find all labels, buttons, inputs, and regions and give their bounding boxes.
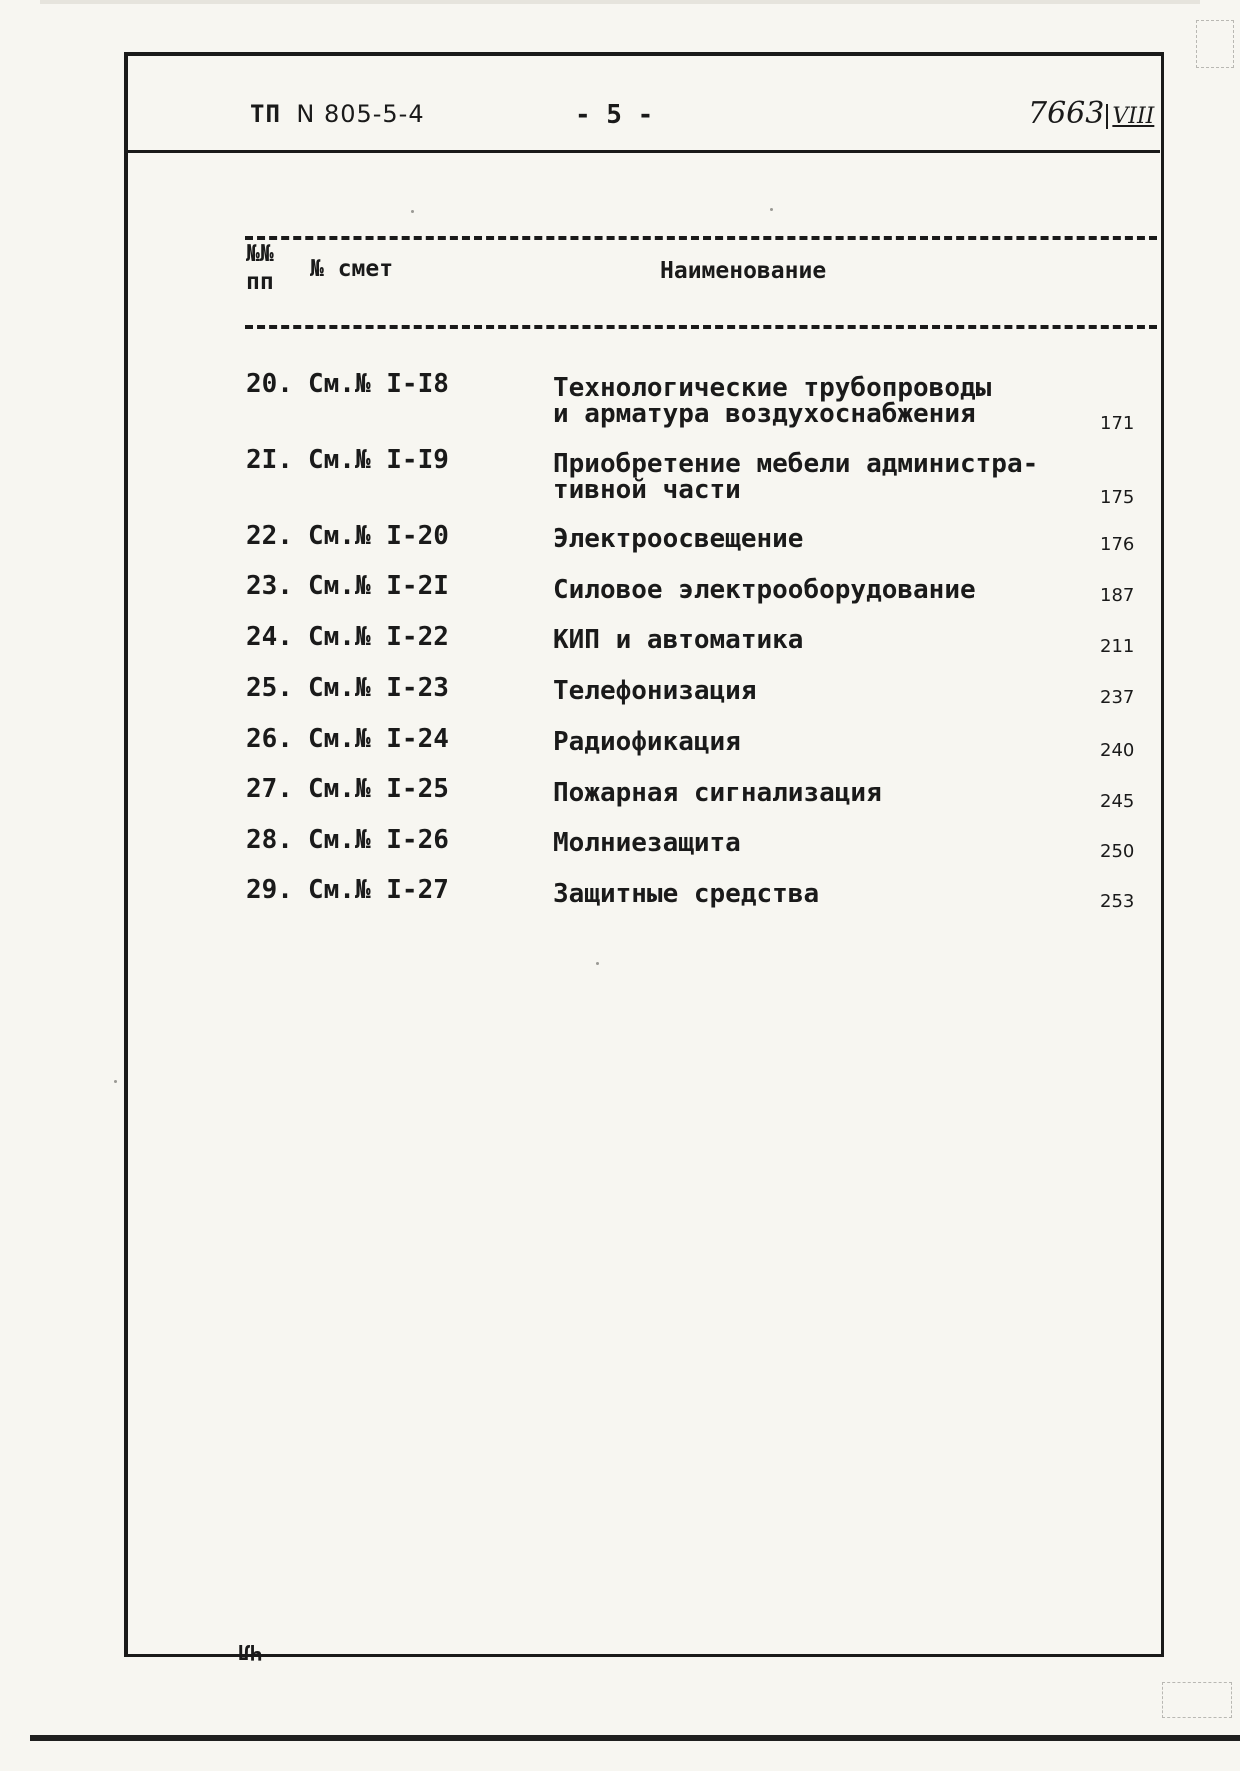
row-page: 187	[1100, 585, 1135, 606]
row-name: Электроосвещение	[553, 524, 804, 554]
archive-number: 7663	[1028, 96, 1105, 131]
row-estimate: См.№ I-22	[308, 622, 449, 652]
row-estimate: См.№ I-20	[308, 521, 449, 551]
row-estimate: См.№ I-2I	[308, 571, 449, 601]
row-name: Молниезащита	[553, 828, 741, 858]
scan-speck	[596, 962, 599, 965]
document-code	[250, 100, 425, 128]
row-estimate: См.№ I-I8	[308, 369, 449, 399]
row-name: Защитные средства	[553, 879, 820, 909]
row-name: Технологические трубопроводы и арматура воздухоснабжения	[553, 373, 992, 429]
corner-stamp-bottom	[1162, 1682, 1232, 1718]
row-number: 22.	[246, 521, 293, 551]
row-page: 176	[1100, 534, 1135, 555]
row-page: 211	[1100, 636, 1135, 657]
scan-edge-bottom	[30, 1735, 1240, 1741]
row-estimate: См.№ I-I9	[308, 445, 449, 475]
row-number: 24.	[246, 622, 293, 652]
row-number: 27.	[246, 774, 293, 804]
table-top-rule	[245, 236, 1157, 240]
row-name: Пожарная сигнализация	[553, 778, 882, 808]
corner-stamp-top	[1196, 20, 1234, 68]
row-estimate: См.№ I-26	[308, 825, 449, 855]
column-header-number: №№ пп	[246, 241, 274, 295]
row-name: Силовое электрооборудование	[553, 575, 976, 605]
row-page: 245	[1100, 791, 1135, 812]
row-page: 250	[1100, 841, 1135, 862]
row-page: 175	[1100, 487, 1135, 508]
doc-number: N 805-5-4	[296, 100, 425, 128]
row-page: 253	[1100, 891, 1135, 912]
row-estimate: См.№ I-24	[308, 724, 449, 754]
table-header-rule	[245, 325, 1157, 329]
row-name: Приобретение мебели администра- тивной части	[553, 449, 1039, 505]
row-number: 28.	[246, 825, 293, 855]
doc-prefix: ТП	[250, 100, 281, 128]
row-estimate: См.№ I-27	[308, 875, 449, 905]
volume-number: VIII	[1106, 104, 1154, 129]
scan-speck	[770, 208, 773, 211]
column-header-name: Наименование	[660, 258, 827, 284]
row-number: 26.	[246, 724, 293, 754]
row-page: 237	[1100, 687, 1135, 708]
row-number: 2I.	[246, 445, 293, 475]
row-estimate: См.№ I-25	[308, 774, 449, 804]
row-name: Радиофикация	[553, 727, 741, 757]
row-name: КИП и автоматика	[553, 625, 804, 655]
row-number: 23.	[246, 571, 293, 601]
footer-mark: ЧЛ	[238, 1640, 263, 1664]
row-number: 25.	[246, 673, 293, 703]
scan-speck	[411, 210, 414, 213]
scan-edge-top	[40, 0, 1200, 4]
row-number: 29.	[246, 875, 293, 905]
page-number: - 5 -	[575, 100, 654, 130]
row-name: Телефонизация	[553, 676, 757, 706]
scan-speck	[114, 1080, 117, 1083]
column-header-estimate: № смет	[310, 256, 394, 282]
row-number: 20.	[246, 369, 293, 399]
row-page: 171	[1100, 413, 1135, 434]
header-rule	[124, 150, 1160, 153]
row-page: 240	[1100, 740, 1135, 761]
row-estimate: См.№ I-23	[308, 673, 449, 703]
archive-code	[1028, 96, 1154, 131]
